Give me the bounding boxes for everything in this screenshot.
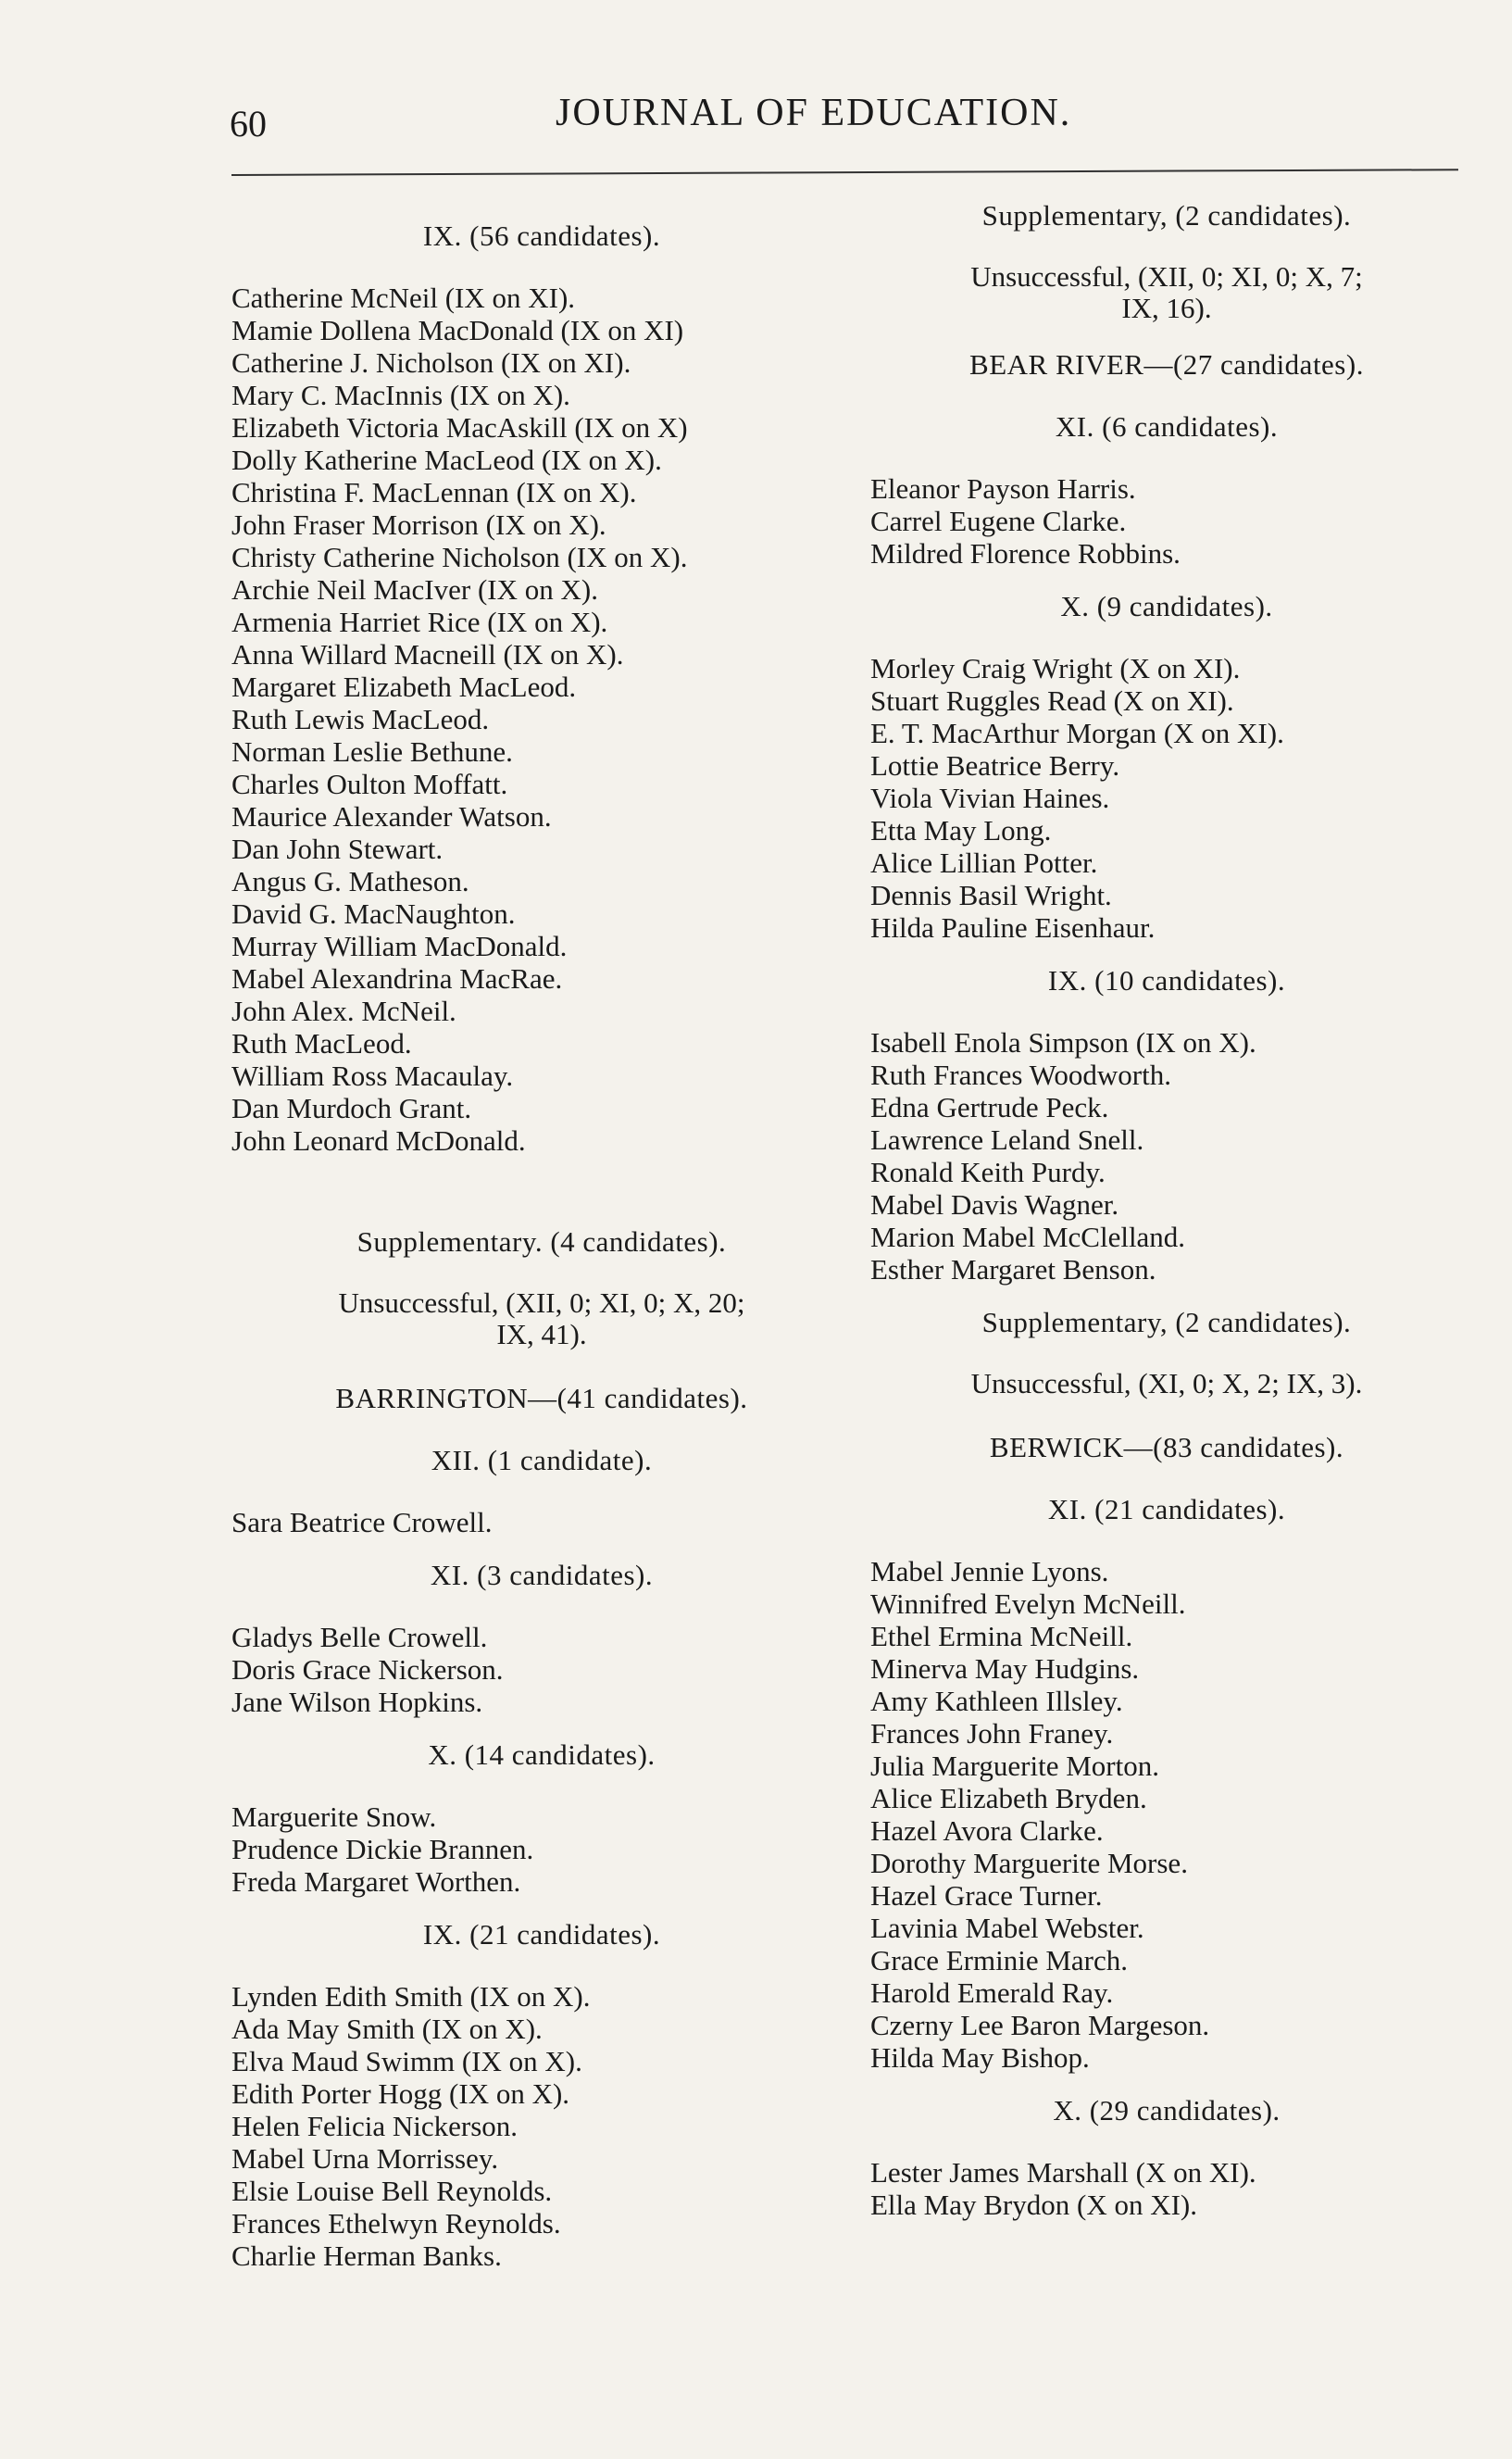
- name-list: [231, 1621, 852, 1718]
- candidate-name: Eleanor Payson Harris.: [870, 472, 1136, 505]
- candidate-name: Margaret Elizabeth MacLeod.: [231, 671, 577, 703]
- candidate-name: Frances John Franey.: [870, 1717, 1114, 1750]
- name-list: [870, 2156, 1463, 2221]
- candidate-name: Winnifred Evelyn McNeill.: [870, 1587, 1186, 1620]
- candidate-name: Ada May Smith (IX on X).: [231, 2013, 543, 2045]
- candidate-name: Mary C. MacInnis (IX on X).: [231, 379, 570, 411]
- candidate-name: Esther Margaret Benson.: [870, 1253, 1156, 1286]
- section-heading: IX. (56 candidates).: [422, 220, 661, 252]
- candidate-name: Jane Wilson Hopkins.: [231, 1686, 483, 1718]
- candidate-name: Amy Kathleen Illsley.: [870, 1685, 1123, 1717]
- candidate-name: Carrel Eugene Clarke.: [870, 505, 1127, 537]
- candidate-name: William Ross Macaulay.: [231, 1060, 514, 1092]
- left-column: [231, 199, 852, 2272]
- section-heading: IX. (21 candidates).: [422, 1918, 661, 1951]
- section-heading: XI. (6 candidates).: [1055, 410, 1279, 443]
- candidate-name: Helen Felicia Nickerson.: [231, 2110, 519, 2142]
- candidate-name: Elva Maud Swimm (IX on X).: [231, 2045, 582, 2077]
- candidate-name: Dan John Stewart.: [231, 833, 444, 865]
- candidate-name: Edna Gertrude Peck.: [870, 1091, 1109, 1123]
- candidate-name: John Alex. McNeil.: [231, 995, 456, 1027]
- candidate-name: Anna Willard Macneill (IX on X).: [231, 638, 624, 671]
- name-list: [231, 1506, 852, 1538]
- candidate-name: Marion Mabel McClelland.: [870, 1221, 1186, 1253]
- candidate-name: Ruth Lewis MacLeod.: [231, 703, 490, 735]
- name-list: [231, 282, 852, 1157]
- candidate-name: Charlie Herman Banks.: [231, 2239, 502, 2272]
- candidate-name: Ruth MacLeod.: [231, 1027, 412, 1060]
- candidate-name: Dorothy Marguerite Morse.: [870, 1847, 1188, 1879]
- candidate-name: Hilda Pauline Eisenhaur.: [870, 911, 1156, 944]
- candidate-name: Lawrence Leland Snell.: [870, 1123, 1144, 1156]
- unsuccessful-note: Unsuccessful, (XI, 0; X, 2; IX, 3).: [970, 1367, 1363, 1399]
- candidate-name: John Fraser Morrison (IX on X).: [231, 508, 606, 541]
- section-heading: IX. (10 candidates).: [1047, 964, 1286, 997]
- candidate-name: Grace Erminie March.: [870, 1944, 1129, 1976]
- candidate-name: Catherine J. Nicholson (IX on XI).: [231, 346, 631, 379]
- section-heading: X. (14 candidates).: [428, 1738, 656, 1771]
- section-heading: XI. (21 candidates).: [1047, 1493, 1286, 1525]
- name-list: [231, 1980, 852, 2272]
- candidate-name: Lester James Marshall (X on XI).: [870, 2156, 1256, 2189]
- candidate-name: Alice Lillian Potter.: [870, 847, 1098, 879]
- candidate-name: Etta May Long.: [870, 814, 1052, 847]
- candidate-name: Angus G. Matheson.: [231, 865, 469, 897]
- candidate-name: Alice Elizabeth Bryden.: [870, 1782, 1147, 1814]
- section-heading: X. (9 candidates).: [1060, 590, 1273, 622]
- candidate-name: Ethel Ermina McNeill.: [870, 1620, 1133, 1652]
- candidate-name: Ruth Frances Woodworth.: [870, 1059, 1171, 1091]
- candidate-name: Dennis Basil Wright.: [870, 879, 1112, 911]
- candidate-name: Frances Ethelwyn Reynolds.: [231, 2207, 561, 2239]
- candidate-name: Morley Craig Wright (X on XI).: [870, 652, 1241, 684]
- candidate-name: Christina F. MacLennan (IX on X).: [231, 476, 637, 508]
- candidate-name: Mildred Florence Robbins.: [870, 537, 1181, 570]
- candidate-name: Catherine McNeil (IX on XI).: [231, 282, 576, 314]
- header-rule: [231, 169, 1458, 176]
- candidate-name: Edith Porter Hogg (IX on X).: [231, 2077, 570, 2110]
- name-list: [870, 1026, 1463, 1286]
- section-heading: X. (29 candidates).: [1053, 2094, 1281, 2127]
- candidate-name: Elizabeth Victoria MacAskill (IX on X): [231, 411, 688, 444]
- candidate-name: Isabell Enola Simpson (IX on X).: [870, 1026, 1256, 1059]
- candidate-name: Hilda May Bishop.: [870, 2041, 1090, 2074]
- candidate-name: John Leonard McDonald.: [231, 1124, 526, 1157]
- candidate-name: Dolly Katherine MacLeod (IX on X).: [231, 444, 662, 476]
- supplementary-heading: Supplementary, (2 candidates).: [981, 199, 1352, 232]
- candidate-name: Freda Margaret Worthen.: [231, 1865, 521, 1898]
- candidate-name: Gladys Belle Crowell.: [231, 1621, 488, 1653]
- candidate-name: Maurice Alexander Watson.: [231, 800, 552, 833]
- candidate-name: Norman Leslie Bethune.: [231, 735, 513, 768]
- name-list: [870, 472, 1463, 570]
- unsuccessful-note: Unsuccessful, (XII, 0; XI, 0; X, 20; IX, 41).: [338, 1286, 745, 1350]
- district-heading-barrington: BARRINGTON—(41 candidates).: [335, 1382, 748, 1414]
- candidate-name: Elsie Louise Bell Reynolds.: [231, 2175, 553, 2207]
- candidate-name: Julia Marguerite Morton.: [870, 1750, 1159, 1782]
- candidate-name: Mabel Urna Morrissey.: [231, 2142, 499, 2175]
- name-list: [870, 652, 1463, 944]
- candidate-name: Czerny Lee Baron Margeson.: [870, 2009, 1210, 2041]
- candidate-name: Mabel Jennie Lyons.: [870, 1555, 1109, 1587]
- candidate-name: Ella May Brydon (X on XI).: [870, 2189, 1197, 2221]
- candidate-name: Christy Catherine Nicholson (IX on X).: [231, 541, 688, 573]
- candidate-name: E. T. MacArthur Morgan (X on XI).: [870, 717, 1284, 749]
- candidate-name: Ronald Keith Purdy.: [870, 1156, 1106, 1188]
- candidate-name: Mabel Alexandrina MacRae.: [231, 962, 563, 995]
- candidate-name: Mabel Davis Wagner.: [870, 1188, 1119, 1221]
- candidate-name: Viola Vivian Haines.: [870, 782, 1110, 814]
- candidate-name: Sara Beatrice Crowell.: [231, 1506, 493, 1538]
- district-heading-berwick: BERWICK—(83 candidates).: [989, 1431, 1344, 1463]
- candidate-name: Lynden Edith Smith (IX on X).: [231, 1980, 591, 2013]
- candidate-name: Doris Grace Nickerson.: [231, 1653, 504, 1686]
- candidate-name: Hazel Grace Turner.: [870, 1879, 1103, 1912]
- page-number: 60: [230, 103, 267, 144]
- candidate-name: Dan Murdoch Grant.: [231, 1092, 472, 1124]
- unsuccessful-note: Unsuccessful, (XII, 0; XI, 0; X, 7; IX, 16).: [970, 260, 1363, 324]
- candidate-name: Prudence Dickie Brannen.: [231, 1833, 534, 1865]
- candidate-name: Stuart Ruggles Read (X on XI).: [870, 684, 1234, 717]
- name-list: [231, 1800, 852, 1898]
- candidate-name: Minerva May Hudgins.: [870, 1652, 1140, 1685]
- district-heading-bear-river: BEAR RIVER—(27 candidates).: [969, 348, 1364, 381]
- candidate-name: Harold Emerald Ray.: [870, 1976, 1114, 2009]
- candidate-name: Charles Oulton Moffatt.: [231, 768, 508, 800]
- supplementary-heading: Supplementary. (4 candidates).: [356, 1225, 727, 1258]
- candidate-name: Marguerite Snow.: [231, 1800, 437, 1833]
- candidate-name: Armenia Harriet Rice (IX on X).: [231, 606, 608, 638]
- section-heading: XI. (3 candidates).: [430, 1559, 654, 1591]
- candidate-name: Murray William MacDonald.: [231, 930, 568, 962]
- right-column: [870, 199, 1463, 2221]
- name-list: [870, 1555, 1463, 2074]
- candidate-name: David G. MacNaughton.: [231, 897, 516, 930]
- section-heading: XII. (1 candidate).: [431, 1444, 653, 1476]
- candidate-name: Archie Neil MacIver (IX on X).: [231, 573, 598, 606]
- candidate-name: Hazel Avora Clarke.: [870, 1814, 1104, 1847]
- supplementary-heading: Supplementary, (2 candidates).: [981, 1306, 1352, 1338]
- running-head: JOURNAL OF EDUCATION.: [556, 92, 1072, 134]
- candidate-name: Lottie Beatrice Berry.: [870, 749, 1120, 782]
- candidate-name: Mamie Dollena MacDonald (IX on XI): [231, 314, 684, 346]
- candidate-name: Lavinia Mabel Webster.: [870, 1912, 1144, 1944]
